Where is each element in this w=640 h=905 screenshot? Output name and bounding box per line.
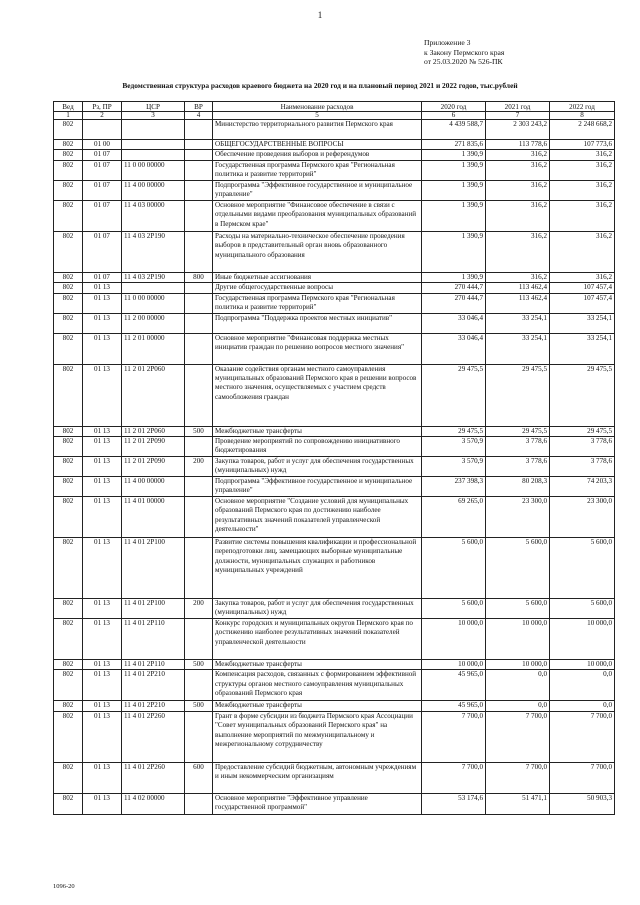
- cell-2021: 10 000,0: [486, 619, 550, 660]
- cell-ved: 802: [54, 231, 83, 272]
- document-title: Ведомственная структура расходов краевого бюджета на 2020 год и на плановый период 2021 и 2022 годов, тыс.рублей: [122, 81, 518, 90]
- cell-csr: 11 4 01 2P100: [122, 538, 185, 599]
- cell-ved: 802: [54, 293, 83, 313]
- cell-2021: 0,0: [486, 670, 550, 701]
- header-2021: 2021 год: [486, 102, 550, 112]
- table-row: [54, 140, 615, 150]
- table-row: [54, 333, 615, 364]
- cell-name: Иные бюджетные ассигнования: [213, 272, 422, 282]
- cell-2021: 316,2: [486, 150, 550, 160]
- cell-2021: 0,0: [486, 701, 550, 711]
- cell-csr: [122, 150, 185, 160]
- cell-2020: 29 475,5: [422, 364, 486, 426]
- cell-name: Основное мероприятие "Финансовая поддержка местных инициатив граждан по решению вопросов местного значения": [213, 333, 422, 364]
- column-number: 1: [54, 112, 83, 120]
- cell-2022: 107 773,6: [550, 140, 615, 150]
- cell-vr: [185, 140, 213, 150]
- cell-2020: 29 475,5: [422, 426, 486, 436]
- cell-vr: [185, 120, 213, 140]
- cell-name: Конкурс городских и муниципальных округов Пермского края по достижению наиболее результативных значений показателей управленческой деятельности: [213, 619, 422, 660]
- column-number-row: [54, 112, 615, 120]
- column-number: 2: [83, 112, 122, 120]
- table-row: [54, 231, 615, 272]
- cell-name: Проведение мероприятий по сопровождению инициативного бюджетирования: [213, 437, 422, 457]
- header-vr: ВР: [185, 102, 213, 112]
- cell-2020: 1 390,9: [422, 200, 486, 231]
- cell-2022: 74 203,3: [550, 477, 615, 497]
- cell-ved: 802: [54, 150, 83, 160]
- cell-rzpr: 01 07: [83, 180, 122, 200]
- cell-name: Межбюджетные трансферты: [213, 660, 422, 670]
- cell-rzpr: 01 13: [83, 599, 122, 619]
- cell-2020: 4 439 588,7: [422, 120, 486, 140]
- cell-2022: 316,2: [550, 160, 615, 180]
- cell-name: Обеспечение проведения выборов и референдумов: [213, 150, 422, 160]
- cell-2020: 45 965,0: [422, 701, 486, 711]
- cell-rzpr: 01 13: [83, 477, 122, 497]
- header-name: Наименование расходов: [213, 102, 422, 112]
- cell-rzpr: 01 13: [83, 333, 122, 364]
- cell-2020: 33 046,4: [422, 333, 486, 364]
- column-number: 8: [550, 112, 615, 120]
- cell-name: Основное мероприятие "Создание условий для муниципальных образований Пермского края по достижению наиболее результативных значений показателей управленческой деятельности": [213, 497, 422, 538]
- cell-ved: 802: [54, 599, 83, 619]
- cell-vr: [185, 477, 213, 497]
- cell-name: Компенсация расходов, связанных с формированием эффективной структуры органов местного самоуправления муниципальных образований Пермского края: [213, 670, 422, 701]
- table-row: [54, 701, 615, 711]
- cell-2021: 33 254,1: [486, 313, 550, 333]
- table-row: [54, 200, 615, 231]
- header-rzpr: Рз, ПР: [83, 102, 122, 112]
- cell-2020: 270 444,7: [422, 293, 486, 313]
- table-row: [54, 150, 615, 160]
- table-row: [54, 313, 615, 333]
- cell-vr: [185, 283, 213, 293]
- cell-name: Грант в форме субсидии из бюджета Пермского края Ассоциации "Совет муниципальных образований Пермского края" на выполнение мероприятий по межмуниципальному и межрегиональному сотрудничеству: [213, 711, 422, 762]
- cell-2020: 5 600,0: [422, 599, 486, 619]
- cell-name: Межбюджетные трансферты: [213, 426, 422, 436]
- table-row: [54, 272, 615, 282]
- cell-csr: 11 4 01 2P110: [122, 660, 185, 670]
- cell-rzpr: 01 13: [83, 711, 122, 762]
- cell-2021: 316,2: [486, 180, 550, 200]
- cell-vr: [185, 150, 213, 160]
- cell-2021: 3 778,6: [486, 457, 550, 477]
- table-row: [54, 293, 615, 313]
- cell-name: Подпрограмма "Поддержка проектов местных инициатив": [213, 313, 422, 333]
- cell-csr: 11 4 00 00000: [122, 180, 185, 200]
- cell-2022: 50 903,3: [550, 793, 615, 814]
- table-row: [54, 497, 615, 538]
- cell-2021: 113 462,4: [486, 283, 550, 293]
- cell-csr: 11 4 01 00000: [122, 497, 185, 538]
- header-2022: 2022 год: [550, 102, 615, 112]
- cell-vr: 200: [185, 599, 213, 619]
- cell-csr: 11 2 01 2P090: [122, 437, 185, 457]
- cell-vr: [185, 619, 213, 660]
- cell-2021: 316,2: [486, 272, 550, 282]
- cell-2022: 5 600,0: [550, 538, 615, 599]
- cell-2022: 23 300,0: [550, 497, 615, 538]
- cell-rzpr: 01 13: [83, 364, 122, 426]
- cell-ved: 802: [54, 457, 83, 477]
- header-ved: Вед: [54, 102, 83, 112]
- cell-2020: 1 390,9: [422, 231, 486, 272]
- cell-ved: 802: [54, 701, 83, 711]
- cell-2021: 113 778,6: [486, 140, 550, 150]
- cell-rzpr: 01 07: [83, 200, 122, 231]
- cell-2020: 10 000,0: [422, 619, 486, 660]
- cell-2020: 45 965,0: [422, 670, 486, 701]
- cell-2022: 3 778,6: [550, 437, 615, 457]
- cell-2022: 107 457,4: [550, 283, 615, 293]
- header-2020: 2020 год: [422, 102, 486, 112]
- cell-csr: 11 4 03 00000: [122, 200, 185, 231]
- cell-vr: 500: [185, 701, 213, 711]
- budget-table-body: [54, 120, 615, 815]
- cell-vr: [185, 313, 213, 333]
- cell-rzpr: 01 13: [83, 538, 122, 599]
- cell-ved: 802: [54, 762, 83, 793]
- cell-csr: 11 4 01 2P100: [122, 599, 185, 619]
- cell-2020: 1 390,9: [422, 272, 486, 282]
- page-number: 1: [317, 10, 323, 20]
- cell-rzpr: 01 13: [83, 660, 122, 670]
- cell-csr: 11 4 01 2P210: [122, 670, 185, 701]
- cell-ved: 802: [54, 497, 83, 538]
- cell-rzpr: 01 13: [83, 293, 122, 313]
- table-row: [54, 619, 615, 660]
- cell-rzpr: 01 07: [83, 231, 122, 272]
- table-row: [54, 160, 615, 180]
- cell-ved: 802: [54, 120, 83, 140]
- cell-2020: 1 390,9: [422, 150, 486, 160]
- cell-vr: 500: [185, 426, 213, 436]
- table-row: [54, 711, 615, 762]
- column-number: 5: [213, 112, 422, 120]
- cell-csr: 11 2 00 00000: [122, 313, 185, 333]
- cell-ved: 802: [54, 364, 83, 426]
- cell-2021: 2 303 243,2: [486, 120, 550, 140]
- cell-2021: 316,2: [486, 160, 550, 180]
- cell-csr: 11 0 00 00000: [122, 293, 185, 313]
- cell-2022: 2 248 668,2: [550, 120, 615, 140]
- cell-2020: 270 444,7: [422, 283, 486, 293]
- cell-vr: 600: [185, 762, 213, 793]
- cell-rzpr: 01 13: [83, 437, 122, 457]
- cell-ved: 802: [54, 313, 83, 333]
- cell-name: Развитие системы повышения квалификации и профессиональной переподготовки лиц, замещающих выборные муниципальные должности, муниципальных служащих и работников муниципальных учреждений: [213, 538, 422, 599]
- cell-2022: 316,2: [550, 150, 615, 160]
- cell-name: Подпрограмма "Эффективное государственное и муниципальное управление": [213, 477, 422, 497]
- cell-2021: 10 000,0: [486, 660, 550, 670]
- cell-name: Основное мероприятие "Финансовое обеспечение в связи с отдельными видами преобразования муниципальных образований в Пермском крае": [213, 200, 422, 231]
- cell-2021: 80 208,3: [486, 477, 550, 497]
- cell-vr: [185, 670, 213, 701]
- cell-2020: 5 600,0: [422, 538, 486, 599]
- table-row: [54, 477, 615, 497]
- cell-2021: 29 475,5: [486, 364, 550, 426]
- cell-2021: 5 600,0: [486, 538, 550, 599]
- footer-code: 1096-20: [53, 883, 75, 890]
- cell-ved: 802: [54, 160, 83, 180]
- cell-vr: [185, 538, 213, 599]
- cell-rzpr: 01 13: [83, 670, 122, 701]
- cell-rzpr: 01 13: [83, 313, 122, 333]
- cell-2021: 7 700,0: [486, 711, 550, 762]
- table-row: [54, 793, 615, 814]
- header-row: [54, 102, 615, 112]
- cell-vr: [185, 200, 213, 231]
- cell-ved: 802: [54, 619, 83, 660]
- table-row: [54, 364, 615, 426]
- cell-ved: 802: [54, 140, 83, 150]
- table-row: [54, 457, 615, 477]
- cell-csr: 11 2 01 2P060: [122, 426, 185, 436]
- cell-vr: [185, 437, 213, 457]
- column-number: 3: [122, 112, 185, 120]
- cell-rzpr: 01 07: [83, 272, 122, 282]
- cell-csr: 11 2 01 2P090: [122, 457, 185, 477]
- cell-2022: 0,0: [550, 701, 615, 711]
- cell-2022: 29 475,5: [550, 364, 615, 426]
- cell-rzpr: 01 00: [83, 140, 122, 150]
- cell-ved: 802: [54, 333, 83, 364]
- table-row: [54, 426, 615, 436]
- cell-ved: 802: [54, 180, 83, 200]
- cell-name: Расходы на материально-техническое обеспечение проведения выборов в представительный орган вновь образованного муниципального образования: [213, 231, 422, 272]
- cell-name: Государственная программа Пермского края "Региональная политика и развитие территорий": [213, 293, 422, 313]
- cell-rzpr: 01 13: [83, 793, 122, 814]
- cell-2021: 316,2: [486, 231, 550, 272]
- cell-2022: 7 700,0: [550, 762, 615, 793]
- appendix-line-3: от 25.03.2020 № 526-ПК: [424, 57, 503, 66]
- cell-ved: 802: [54, 538, 83, 599]
- cell-2021: 5 600,0: [486, 599, 550, 619]
- cell-2020: 33 046,4: [422, 313, 486, 333]
- cell-ved: 802: [54, 426, 83, 436]
- table-row: [54, 180, 615, 200]
- cell-ved: 802: [54, 283, 83, 293]
- cell-2021: 316,2: [486, 200, 550, 231]
- cell-rzpr: 01 13: [83, 497, 122, 538]
- cell-2022: 0,0: [550, 670, 615, 701]
- table-row: [54, 660, 615, 670]
- cell-name: Подпрограмма "Эффективное государственное и муниципальное управление": [213, 180, 422, 200]
- appendix-line-1: Приложение 3: [424, 38, 471, 47]
- cell-2022: 10 000,0: [550, 660, 615, 670]
- cell-2022: 107 457,4: [550, 293, 615, 313]
- cell-rzpr: 01 13: [83, 619, 122, 660]
- cell-2022: 316,2: [550, 200, 615, 231]
- cell-2022: 316,2: [550, 231, 615, 272]
- table-row: [54, 437, 615, 457]
- cell-2022: 10 000,0: [550, 619, 615, 660]
- cell-ved: 802: [54, 200, 83, 231]
- cell-vr: [185, 793, 213, 814]
- cell-csr: [122, 140, 185, 150]
- cell-csr: 11 4 01 2P260: [122, 711, 185, 762]
- cell-vr: 500: [185, 660, 213, 670]
- cell-2022: 29 475,5: [550, 426, 615, 436]
- cell-ved: 802: [54, 660, 83, 670]
- table-row: [54, 283, 615, 293]
- cell-vr: [185, 160, 213, 180]
- cell-vr: [185, 293, 213, 313]
- cell-2022: 316,2: [550, 272, 615, 282]
- cell-csr: 11 2 01 00000: [122, 333, 185, 364]
- cell-name: Основное мероприятие "Эффективное управление государственной программой": [213, 793, 422, 814]
- cell-vr: [185, 180, 213, 200]
- cell-2021: 113 462,4: [486, 293, 550, 313]
- cell-name: Закупка товаров, работ и услуг для обеспечения государственных (муниципальных) нужд: [213, 457, 422, 477]
- cell-vr: 800: [185, 272, 213, 282]
- cell-2020: 7 700,0: [422, 762, 486, 793]
- cell-rzpr: 01 13: [83, 426, 122, 436]
- budget-table: [53, 101, 615, 815]
- column-number: 6: [422, 112, 486, 120]
- cell-2021: 7 700,0: [486, 762, 550, 793]
- cell-vr: [185, 497, 213, 538]
- cell-rzpr: 01 13: [83, 701, 122, 711]
- cell-ved: 802: [54, 711, 83, 762]
- cell-name: ОБЩЕГОСУДАРСТВЕННЫЕ ВОПРОСЫ: [213, 140, 422, 150]
- cell-2021: 3 778,6: [486, 437, 550, 457]
- appendix-line-2: к Закону Пермского края: [424, 47, 505, 57]
- table-row: [54, 599, 615, 619]
- table-row: [54, 538, 615, 599]
- appendix-block: [424, 38, 504, 67]
- cell-2022: 316,2: [550, 180, 615, 200]
- cell-rzpr: 01 07: [83, 160, 122, 180]
- cell-vr: 200: [185, 457, 213, 477]
- cell-2020: 1 390,9: [422, 180, 486, 200]
- cell-rzpr: 01 13: [83, 283, 122, 293]
- column-number: 4: [185, 112, 213, 120]
- cell-2020: 10 000,0: [422, 660, 486, 670]
- cell-2022: 33 254,1: [550, 333, 615, 364]
- cell-2020: 237 398,3: [422, 477, 486, 497]
- cell-rzpr: [83, 120, 122, 140]
- cell-ved: 802: [54, 477, 83, 497]
- table-row: [54, 762, 615, 793]
- cell-name: Межбюджетные трансферты: [213, 701, 422, 711]
- cell-vr: [185, 333, 213, 364]
- cell-ved: 802: [54, 272, 83, 282]
- cell-2020: 3 570,9: [422, 457, 486, 477]
- cell-vr: [185, 231, 213, 272]
- cell-2022: 5 600,0: [550, 599, 615, 619]
- cell-ved: 802: [54, 437, 83, 457]
- cell-name: Министерство территориального развития Пермского края: [213, 120, 422, 140]
- cell-vr: [185, 711, 213, 762]
- cell-ved: 802: [54, 670, 83, 701]
- cell-rzpr: 01 07: [83, 150, 122, 160]
- cell-2020: 7 700,0: [422, 711, 486, 762]
- cell-2021: 51 471,1: [486, 793, 550, 814]
- cell-csr: 11 2 01 2P060: [122, 364, 185, 426]
- cell-csr: 11 0 00 00000: [122, 160, 185, 180]
- cell-csr: 11 4 00 00000: [122, 477, 185, 497]
- cell-vr: [185, 364, 213, 426]
- cell-name: Другие общегосударственные вопросы: [213, 283, 422, 293]
- table-row: [54, 670, 615, 701]
- header-csr: ЦСР: [122, 102, 185, 112]
- table-row: [54, 120, 615, 140]
- cell-2020: 69 265,0: [422, 497, 486, 538]
- cell-csr: 11 4 03 2P190: [122, 231, 185, 272]
- cell-csr: 11 4 03 2P190: [122, 272, 185, 282]
- cell-csr: [122, 120, 185, 140]
- cell-rzpr: 01 13: [83, 457, 122, 477]
- cell-name: Предоставление субсидий бюджетным, автономным учреждениям и иным некоммерческим организациям: [213, 762, 422, 793]
- cell-csr: 11 4 02 00000: [122, 793, 185, 814]
- column-number: 7: [486, 112, 550, 120]
- cell-2020: 53 174,6: [422, 793, 486, 814]
- cell-2021: 23 300,0: [486, 497, 550, 538]
- cell-2020: 3 570,9: [422, 437, 486, 457]
- cell-ved: 802: [54, 793, 83, 814]
- cell-csr: [122, 283, 185, 293]
- cell-csr: 11 4 01 2P210: [122, 701, 185, 711]
- cell-name: Государственная программа Пермского края "Региональная политика и развитие территорий": [213, 160, 422, 180]
- cell-name: Закупка товаров, работ и услуг для обеспечения государственных (муниципальных) нужд: [213, 599, 422, 619]
- cell-2022: 7 700,0: [550, 711, 615, 762]
- cell-csr: 11 4 01 2P260: [122, 762, 185, 793]
- cell-rzpr: 01 13: [83, 762, 122, 793]
- cell-csr: 11 4 01 2P110: [122, 619, 185, 660]
- cell-2021: 29 475,5: [486, 426, 550, 436]
- cell-2022: 3 778,6: [550, 457, 615, 477]
- cell-2020: 271 835,6: [422, 140, 486, 150]
- cell-2020: 1 390,9: [422, 160, 486, 180]
- cell-2022: 33 254,1: [550, 313, 615, 333]
- cell-name: Оказание содействия органам местного самоуправления муниципальных образований Пермского края в решении вопросов местного значения, осуществляемых с участием средств самообложения граждан: [213, 364, 422, 426]
- cell-2021: 33 254,1: [486, 333, 550, 364]
